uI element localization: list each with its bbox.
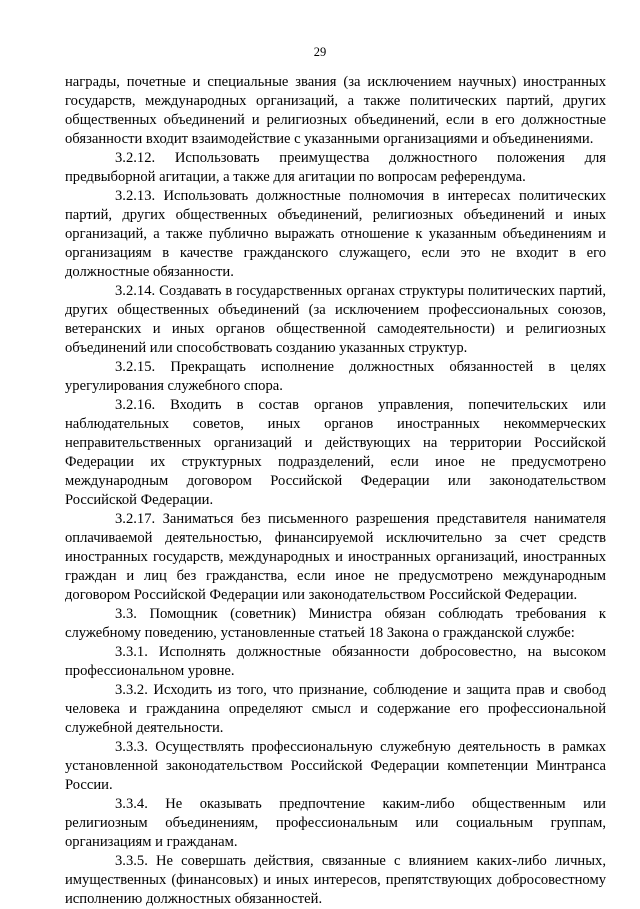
document-body [65, 73, 606, 909]
paragraph-3-3-2: 3.3.2. Исходить из того, что признание, соблюдение и защита прав и свобод человека и гражданина определяют смысл и содержание его профессиональной служебной деятельности. [65, 682, 606, 736]
page-number: 29 [313, 45, 327, 59]
paragraph-3-3-5: 3.3.5. Не совершать действия, связанные с влиянием каких-либо личных, имущественных (финансовых) и иных интересов, препятствующих добросовестному исполнению должностных обязанностей. [65, 853, 606, 907]
paragraph-3-2-14: 3.2.14. Создавать в государственных органах структуры политических партий, других общественных объединений (за исключением профессиональных союзов, ветеранских и иных органов общественной самодеятельности) и религиозных объединений или способствовать созданию указанных структур. [65, 283, 606, 356]
paragraph-continuation: награды, почетные и специальные звания (за исключением научных) иностранных государств, международных организаций, а также политических партий, других общественных объединений и религиозных объединений, если в его должностные обязанности входит взаимодействие с указанными организациями и объединениями. [65, 74, 606, 147]
paragraph-3-3-1: 3.3.1. Исполнять должностные обязанности добросовестно, на высоком профессиональном уровне. [65, 644, 606, 679]
paragraph-3-2-13: 3.2.13. Использовать должностные полномочия в интересах политических партий, других общественных объединений, религиозных объединений и иных организаций, а также публично выражать отношение к указанным объединениям и организациям в качестве гражданского служащего, если это не входит в его должностные обязанности. [65, 188, 606, 280]
paragraph-3-2-12: 3.2.12. Использовать преимущества должностного положения для предвыборной агитации, а также для агитации по вопросам референдума. [65, 150, 606, 185]
paragraph-3-3-3: 3.3.3. Осуществлять профессиональную служебную деятельность в рамках установленной законодательством Российской Федерации компетенции Минтранса России. [65, 739, 606, 793]
paragraph-3-2-16: 3.2.16. Входить в состав органов управления, попечительских или наблюдательных советов, иных органов иностранных некоммерческих неправительственных организаций и действующих на территории Российской Федерации их структурных подразделений, если иное не предусмотрено международным договором Российской Федерации или законодательством Российской Федерации. [65, 397, 606, 508]
paragraph-3-2-15: 3.2.15. Прекращать исполнение должностных обязанностей в целях урегулирования служебного спора. [65, 359, 606, 394]
paragraph-3-3: 3.3. Помощник (советник) Министра обязан соблюдать требования к служебному поведению, установленные статьей 18 Закона о гражданской службе: [65, 606, 606, 641]
paragraph-3-2-17: 3.2.17. Заниматься без письменного разрешения представителя нанимателя оплачиваемой деятельностью, финансируемой исключительно за счет средств иностранных государств, международных и иностранных организаций, иностранных граждан и лиц без гражданства, если иное не предусмотрено международным договором Российской Федерации или законодательством Российской Федерации. [65, 511, 606, 603]
paragraph-3-3-4: 3.3.4. Не оказывать предпочтение каким-либо общественным или религиозным объединениям, профессиональным или социальным группам, организациям и гражданам. [65, 796, 606, 850]
